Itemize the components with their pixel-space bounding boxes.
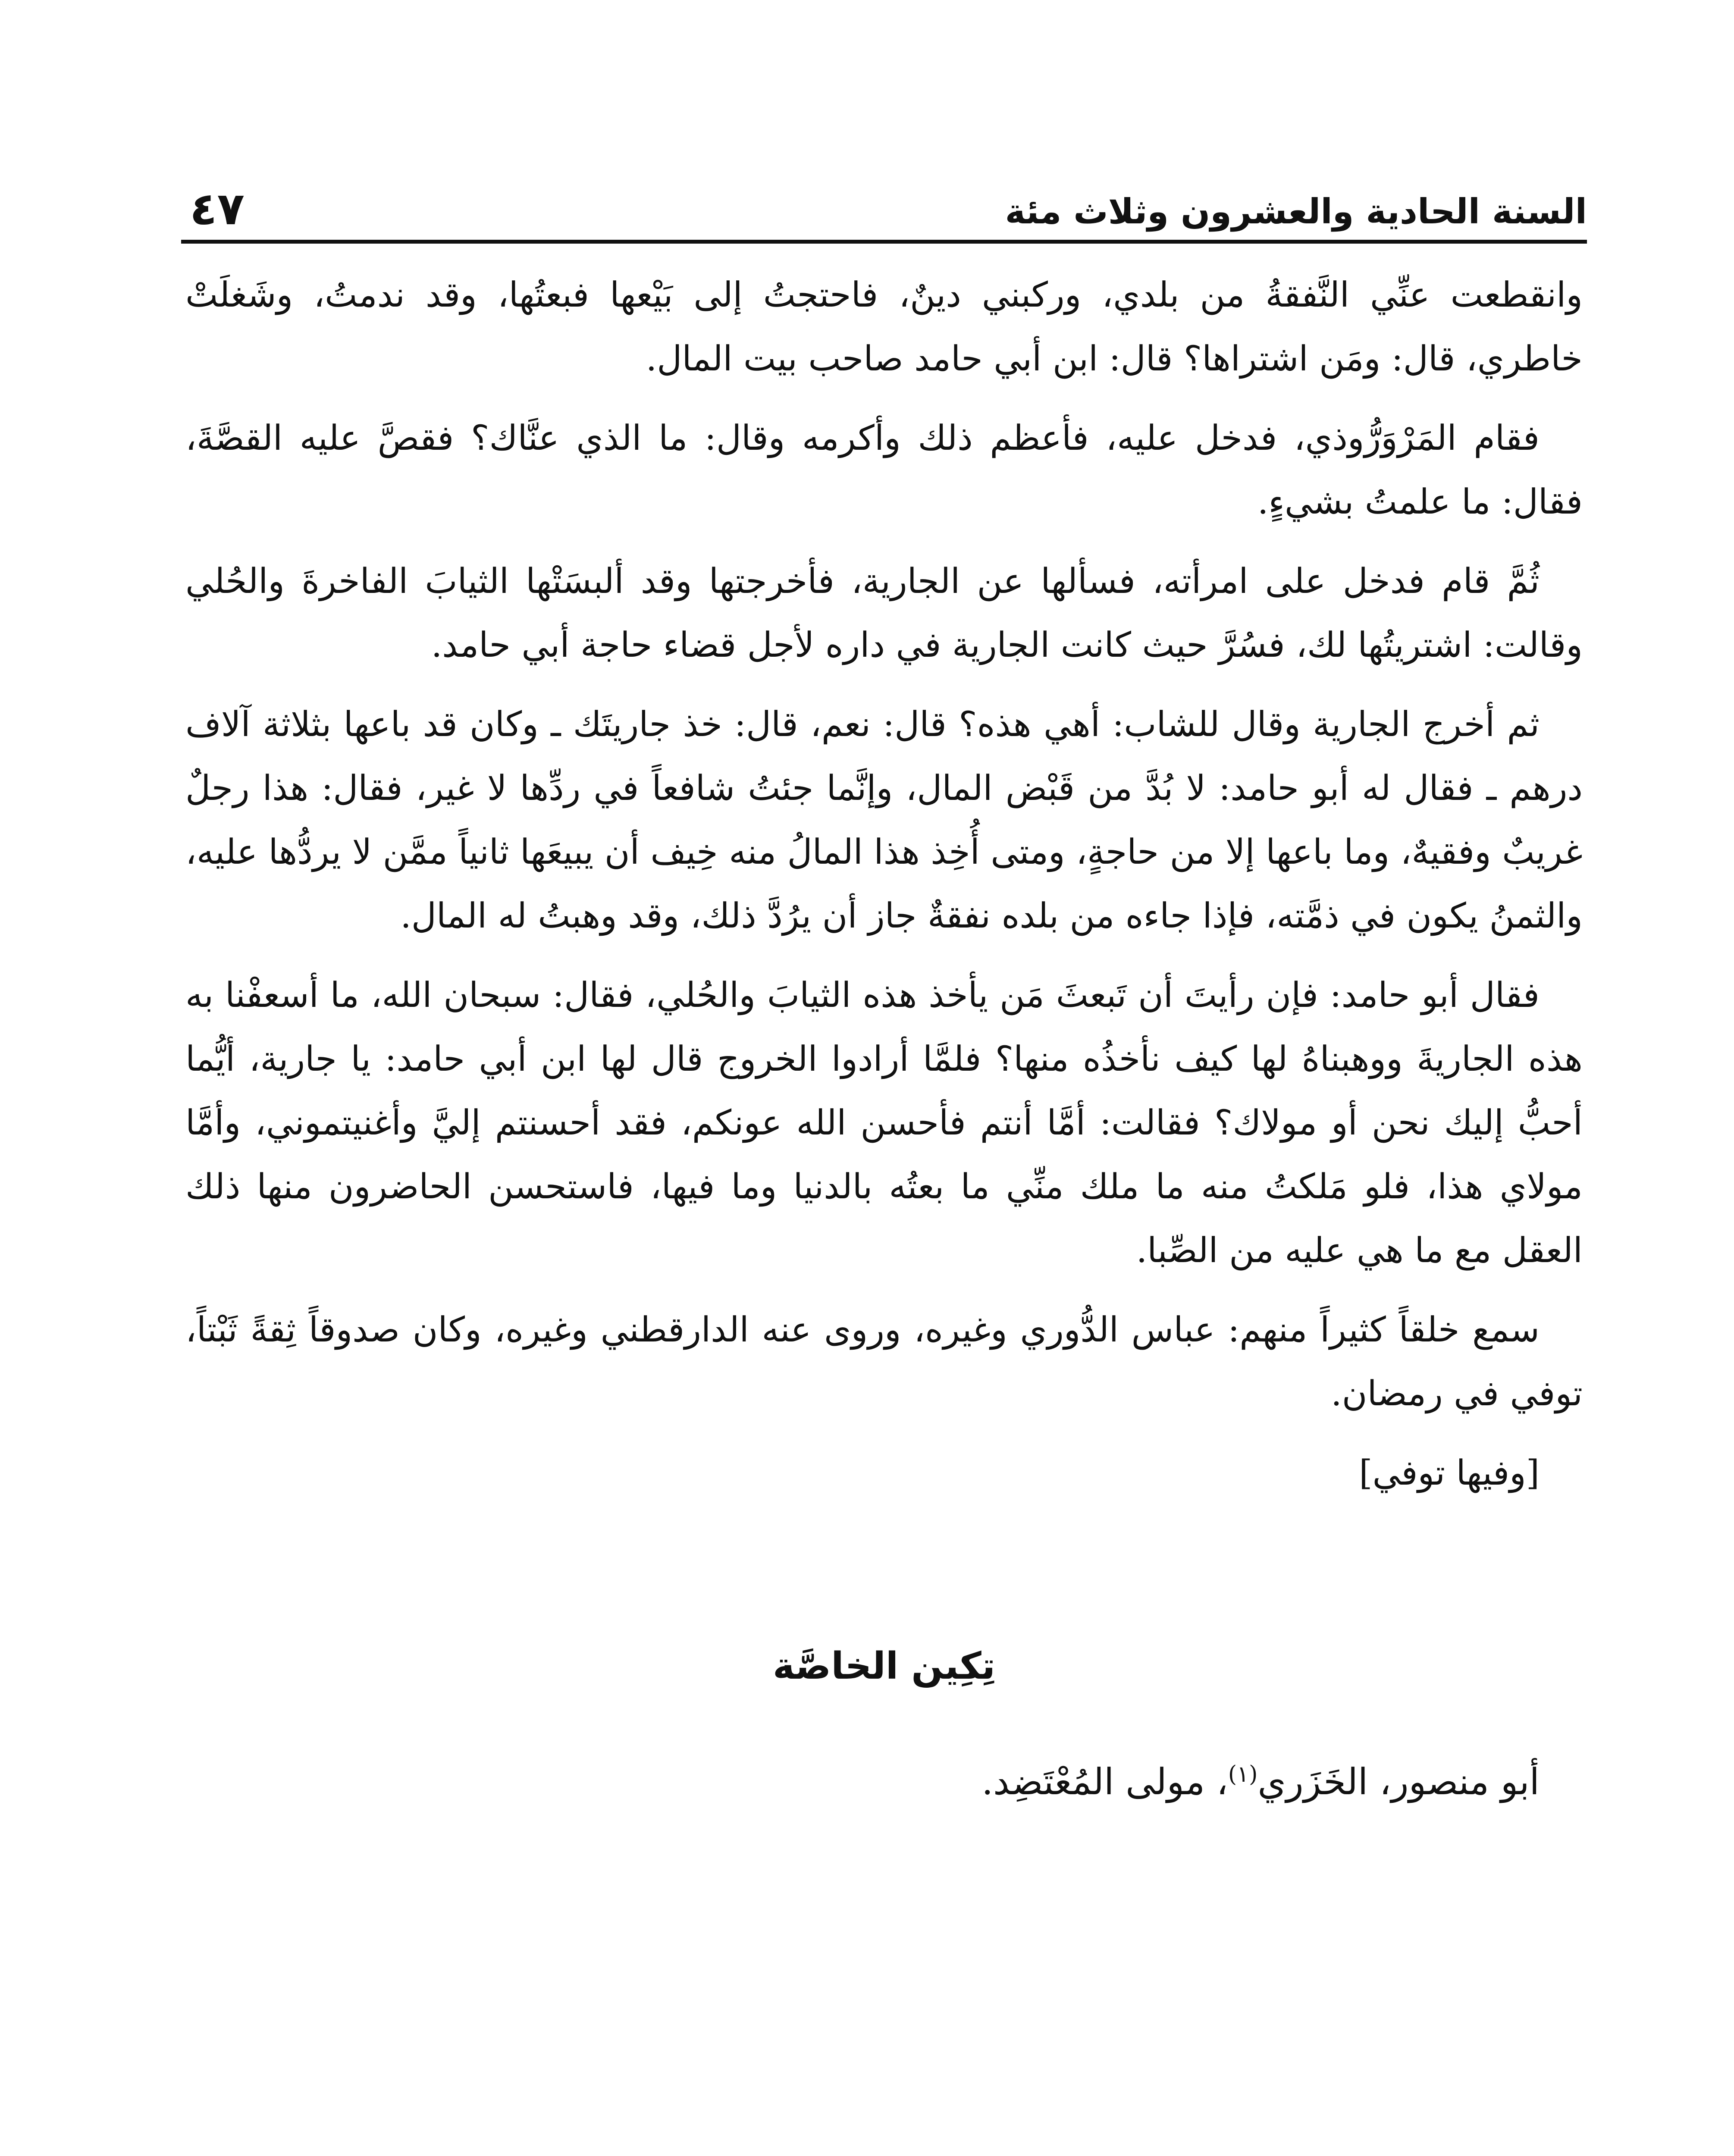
paragraph: ثم أخرج الجارية وقال للشاب: أهي هذه؟ قال: نعم، قال: خذ جاريتَك ـ وكان قد باعها بثلاثة آلاف درهم ـ فقال له أبو حامد: لا بُدَّ من قَبْض المال، وإنَّما جئتُ شافعاً في ردِّها لا غير، فقال: هذا رجلٌ غريبٌ وفقيهٌ، وما باعها إلا من حاجةٍ، ومتى أُخِذ هذا المالُ منه خِيف أن يبيعَها ثانياً ممَّن لا يردُّها عليه، والثمنُ يكون في ذمَّته، فإذا جاءه من بلده نفقةٌ جاز أن يرُدَّ ذلك، وقد وهبتُ له المال. xyxy=(185,704,1583,936)
paragraph: فقال أبو حامد: فإن رأيتَ أن تَبعثَ مَن يأخذ هذه الثيابَ والحُلي، فقال: سبحان الله، ما أسعفْنا به هذه الجاريةَ ووهبناهُ لها كيف نأخذُه منها؟ فلمَّا أرادوا الخروج قال لها ابن أبي حامد: يا جارية، أيُّما أحبُّ إليك نحن أو مولاك؟ فقالت: أمَّا أنتم فأحسن الله عونكم، فقد أحسنتم إليَّ وأغنيتموني، وأمَّا مولاي هذا، فلو مَلكتُ منه ما ملك منِّي ما بعتُه بالدنيا وما فيها، فاستحسن الحاضرون منها ذلك العقل مع ما هي عليه من الصِّبا. xyxy=(185,975,1583,1270)
paragraph: سمع خلقاً كثيراً منهم: عباس الدُّوري وغيره، وروى عنه الدارقطني وغيره، وكان صدوقاً ثِقةً ثَبْتاً، توفي في رمضان. xyxy=(185,1310,1583,1413)
page-number: ٤٧ xyxy=(190,182,245,235)
footnote-marker: (١) xyxy=(1228,1761,1258,1787)
paragraph: ثُمَّ قام فدخل على امرأته، فسألها عن الجارية، فأخرجتها وقد ألبسَتْها الثيابَ الفاخرةَ والحُلي وقالت: اشتريتُها لك، فسُرَّ حيث كانت الجارية في داره لأجل قضاء حاجة أبي حامد. xyxy=(185,561,1583,665)
section-heading: تِكِين الخاصَّة xyxy=(772,1645,996,1688)
entry-text-before: أبو منصور، الخَزَري xyxy=(1257,1761,1540,1803)
paragraph: وانقطعت عنِّي النَّفقةُ من بلدي، وركبني دينٌ، فاحتجتُ إلى بَيْعها فبعتُها، وقد ندمتُ، وشَغلَتْ خاطري، قال: ومَن اشتراها؟ قال: ابن أبي حامد صاحب بيت المال. xyxy=(185,275,1583,379)
main-text xyxy=(185,263,1583,1814)
header-rule xyxy=(181,240,1587,244)
entry-text-after: ، مولى المُعْتَضِد. xyxy=(981,1761,1228,1803)
closing-note: [وفيها توفي] xyxy=(1359,1453,1540,1493)
page-header xyxy=(181,179,1587,244)
running-title: السنة الحادية والعشرون وثلاث مئة xyxy=(1005,191,1587,232)
entry-line xyxy=(185,1750,1583,1814)
paragraph: فقام المَرْوَرُّوذي، فدخل عليه، فأعظم ذلك وأكرمه وقال: ما الذي عنَّاك؟ فقصَّ عليه القصَّةَ، فقال: ما علمتُ بشيءٍ. xyxy=(185,418,1583,522)
